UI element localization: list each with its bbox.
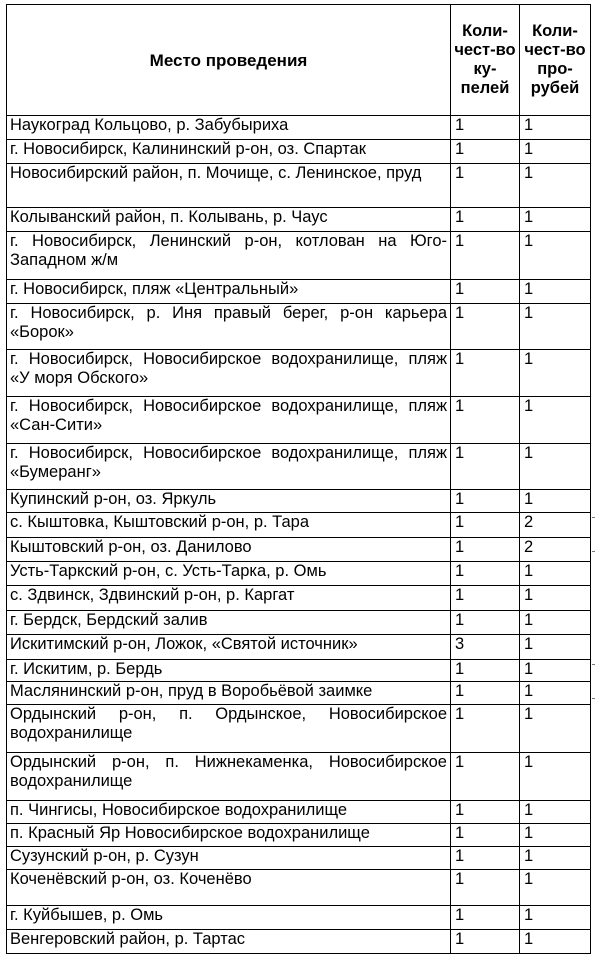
place-cell: г. Новосибирск, Новосибирское водохранилище, пляж «Сан-Сити» bbox=[7, 397, 451, 444]
holes-cell: 1 bbox=[520, 232, 591, 280]
baths-cell: 1 bbox=[451, 586, 520, 611]
holes-cell: 1 bbox=[520, 906, 591, 930]
baths-cell: 1 bbox=[451, 444, 520, 490]
place-cell: Усть-Таркский р-он, с. Усть-Тарка, р. Омь bbox=[7, 562, 451, 586]
holes-cell: 1 bbox=[520, 801, 591, 824]
table-row bbox=[7, 562, 591, 586]
baths-cell: 1 bbox=[451, 513, 520, 538]
table-row bbox=[7, 682, 591, 705]
place-cell: Маслянинский р-он, пруд в Воробьёвой заимке bbox=[7, 682, 451, 705]
table-row bbox=[7, 635, 591, 660]
place-cell: Ордынский р-он, п. Ордынское, Новосибирское водохранилище bbox=[7, 705, 451, 753]
holes-cell: 1 bbox=[520, 930, 591, 954]
holes-cell: 1 bbox=[520, 304, 591, 350]
place-cell: г. Новосибирск, Новосибирское водохранилище, пляж «Бумеранг» bbox=[7, 444, 451, 490]
holes-cell: 1 bbox=[520, 847, 591, 870]
holes-cell: 1 bbox=[520, 562, 591, 586]
place-cell: Новосибирский район, п. Мочище, с. Ленинское, пруд bbox=[7, 164, 451, 208]
place-cell: п. Красный Яр Новосибирское водохранилище bbox=[7, 824, 451, 847]
holes-cell: 1 bbox=[520, 611, 591, 635]
holes-cell: 2 bbox=[520, 538, 591, 562]
place-cell: г. Новосибирск, Калининский р-он, оз. Спартак bbox=[7, 140, 451, 164]
baths-cell: 1 bbox=[451, 397, 520, 444]
baths-cell: 1 bbox=[451, 208, 520, 232]
baths-cell: 1 bbox=[451, 930, 520, 954]
baths-cell: 1 bbox=[451, 164, 520, 208]
baths-cell: 1 bbox=[451, 140, 520, 164]
holes-cell: 1 bbox=[520, 444, 591, 490]
holes-cell: 1 bbox=[520, 397, 591, 444]
table-row bbox=[7, 513, 591, 538]
header-row bbox=[7, 5, 591, 116]
holes-cell: 1 bbox=[520, 350, 591, 397]
table-row bbox=[7, 232, 591, 280]
table-body bbox=[7, 116, 591, 954]
holes-cell: 1 bbox=[520, 490, 591, 513]
baths-cell: 1 bbox=[451, 232, 520, 280]
place-cell: г. Новосибирск, Ленинский р-он, котлован на Юго-Западном ж/м bbox=[7, 232, 451, 280]
table-row bbox=[7, 280, 591, 304]
table-row bbox=[7, 870, 591, 906]
baths-cell: 1 bbox=[451, 116, 520, 140]
table-row bbox=[7, 397, 591, 444]
baths-cell: 1 bbox=[451, 538, 520, 562]
place-cell: Коченёвский р-он, оз. Коченёво bbox=[7, 870, 451, 906]
baths-cell: 3 bbox=[451, 635, 520, 660]
baths-cell: 1 bbox=[451, 562, 520, 586]
table-row bbox=[7, 490, 591, 513]
header-place: Место проведения bbox=[7, 5, 451, 116]
place-cell: с. Здвинск, Здвинский р-он, р. Каргат bbox=[7, 586, 451, 611]
table-row bbox=[7, 304, 591, 350]
baths-cell: 1 bbox=[451, 906, 520, 930]
table-row bbox=[7, 906, 591, 930]
baths-cell: 1 bbox=[451, 660, 520, 682]
table-row bbox=[7, 824, 591, 847]
baths-cell: 1 bbox=[451, 611, 520, 635]
table-row bbox=[7, 660, 591, 682]
holes-cell: 1 bbox=[520, 280, 591, 304]
holes-cell: 1 bbox=[520, 586, 591, 611]
baths-cell: 1 bbox=[451, 705, 520, 753]
baths-cell: 1 bbox=[451, 753, 520, 801]
baths-cell: 1 bbox=[451, 682, 520, 705]
table-row bbox=[7, 208, 591, 232]
table-row bbox=[7, 140, 591, 164]
place-cell: Колыванский район, п. Колывань, р. Чаус bbox=[7, 208, 451, 232]
baths-cell: 1 bbox=[451, 280, 520, 304]
place-cell: г. Искитим, р. Бердь bbox=[7, 660, 451, 682]
table-row bbox=[7, 538, 591, 562]
table-row bbox=[7, 705, 591, 753]
table-row bbox=[7, 350, 591, 397]
venues-table bbox=[6, 4, 591, 954]
baths-cell: 1 bbox=[451, 490, 520, 513]
baths-cell: 1 bbox=[451, 304, 520, 350]
baths-cell: 1 bbox=[451, 847, 520, 870]
holes-cell: 1 bbox=[520, 635, 591, 660]
table-row bbox=[7, 116, 591, 140]
place-cell: Ордынский р-он, п. Нижнекаменка, Новосибирское водохранилище bbox=[7, 753, 451, 801]
baths-cell: 1 bbox=[451, 801, 520, 824]
table-row bbox=[7, 930, 591, 954]
holes-cell: 1 bbox=[520, 682, 591, 705]
table-row bbox=[7, 801, 591, 824]
baths-cell: 1 bbox=[451, 824, 520, 847]
header-holes: Коли-чест-во про-рубей bbox=[520, 5, 591, 116]
place-cell: Кыштовский р-он, оз. Данилово bbox=[7, 538, 451, 562]
holes-cell: 1 bbox=[520, 824, 591, 847]
holes-cell: 1 bbox=[520, 116, 591, 140]
place-cell: Наукоград Кольцово, р. Забубыриха bbox=[7, 116, 451, 140]
place-cell: с. Кыштовка, Кыштовский р-он, р. Тара bbox=[7, 513, 451, 538]
table-row bbox=[7, 611, 591, 635]
holes-cell: 1 bbox=[520, 164, 591, 208]
table-row bbox=[7, 444, 591, 490]
place-cell: г. Куйбышев, р. Омь bbox=[7, 906, 451, 930]
place-cell: Искитимский р-он, Ложок, «Святой источник» bbox=[7, 635, 451, 660]
place-cell: Венгеровский район, р. Тартас bbox=[7, 930, 451, 954]
header-baths: Коли-чест-во ку-пелей bbox=[451, 5, 520, 116]
table-row bbox=[7, 847, 591, 870]
place-cell: г. Новосибирск, пляж «Центральный» bbox=[7, 280, 451, 304]
holes-cell: 1 bbox=[520, 705, 591, 753]
table-row bbox=[7, 586, 591, 611]
baths-cell: 1 bbox=[451, 870, 520, 906]
holes-cell: 1 bbox=[520, 870, 591, 906]
baths-cell: 1 bbox=[451, 350, 520, 397]
table-row bbox=[7, 753, 591, 801]
place-cell: п. Чингисы, Новосибирское водохранилище bbox=[7, 801, 451, 824]
place-cell: г. Бердск, Бердский залив bbox=[7, 611, 451, 635]
table-row bbox=[7, 164, 591, 208]
holes-cell: 1 bbox=[520, 208, 591, 232]
holes-cell: 1 bbox=[520, 753, 591, 801]
holes-cell: 2 bbox=[520, 513, 591, 538]
place-cell: Сузунский р-он, р. Сузун bbox=[7, 847, 451, 870]
place-cell: Купинский р-он, оз. Яркуль bbox=[7, 490, 451, 513]
holes-cell: 1 bbox=[520, 140, 591, 164]
place-cell: г. Новосибирск, р. Иня правый берег, р-он карьера «Борок» bbox=[7, 304, 451, 350]
holes-cell: 1 bbox=[520, 660, 591, 682]
place-cell: г. Новосибирск, Новосибирское водохранилище, пляж «У моря Обского» bbox=[7, 350, 451, 397]
